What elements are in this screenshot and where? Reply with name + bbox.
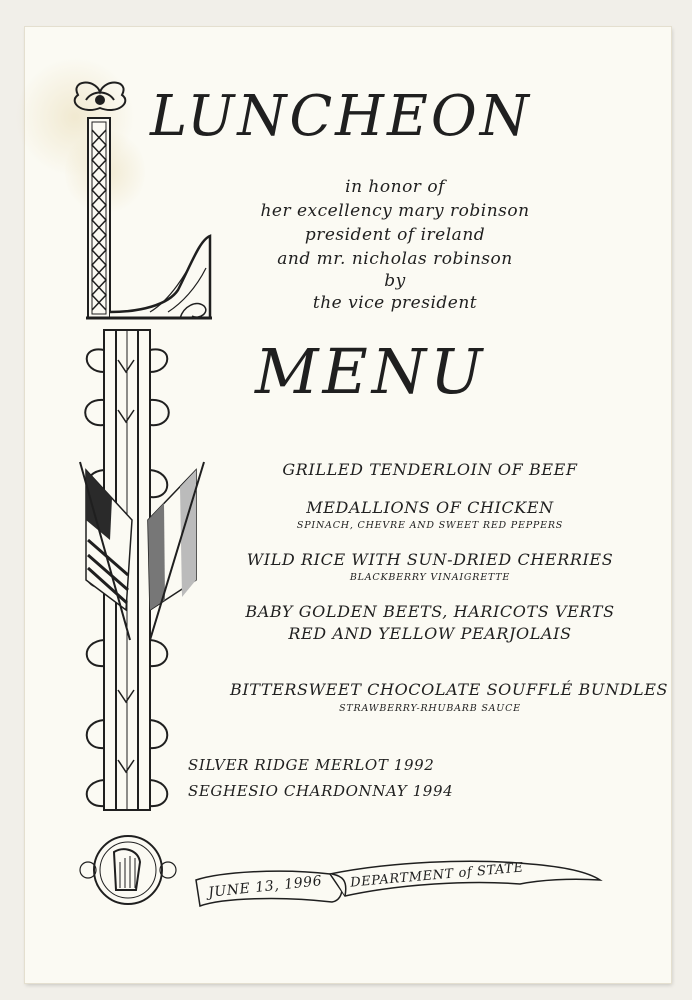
harp-seal-icon (80, 836, 176, 904)
department-name: DEPARTMENT of STATE (349, 860, 525, 891)
dish-name: BITTERSWEET CHOCOLATE SOUFFLÉ BUNDLES (230, 680, 669, 699)
page-title: LUNCHEON (150, 84, 532, 149)
dish-name: BABY GOLDEN BEETS, HARICOTS VERTS (245, 602, 615, 621)
dish-description: STRAWBERRY-RHUBARB SAUCE (339, 703, 521, 714)
dish-description: BLACKBERRY VINAIGRETTE (349, 572, 511, 583)
honor-line: in honor of (345, 177, 445, 197)
irish-flag-icon (148, 462, 204, 640)
wine-item: SEGHESIO CHARDONNAY 1994 (188, 782, 454, 800)
celtic-knot-icon (75, 83, 126, 110)
dish-name: GRILLED TENDERLOIN OF BEEF (282, 460, 578, 479)
dish-description: RED AND YELLOW PEARJOLAIS (288, 624, 572, 643)
honor-line: by (384, 271, 406, 291)
event-date: JUNE 13, 1996 (207, 873, 324, 901)
menu-title: MENU (255, 335, 487, 408)
dish-description: SPINACH, CHEVRE AND SWEET RED PEPPERS (296, 520, 564, 531)
honor-line: president of ireland (304, 225, 486, 245)
dish-name: MEDALLIONS OF CHICKEN (306, 498, 554, 517)
honor-line: the vice president (312, 293, 478, 313)
dish-name: WILD RICE WITH SUN-DRIED CHERRIES (246, 550, 614, 569)
l-upright (88, 118, 110, 318)
honor-line: and mr. nicholas robinson (277, 249, 513, 269)
wine-item: SILVER RIDGE MERLOT 1992 (188, 756, 435, 774)
honor-line: her excellency mary robinson (260, 201, 530, 221)
